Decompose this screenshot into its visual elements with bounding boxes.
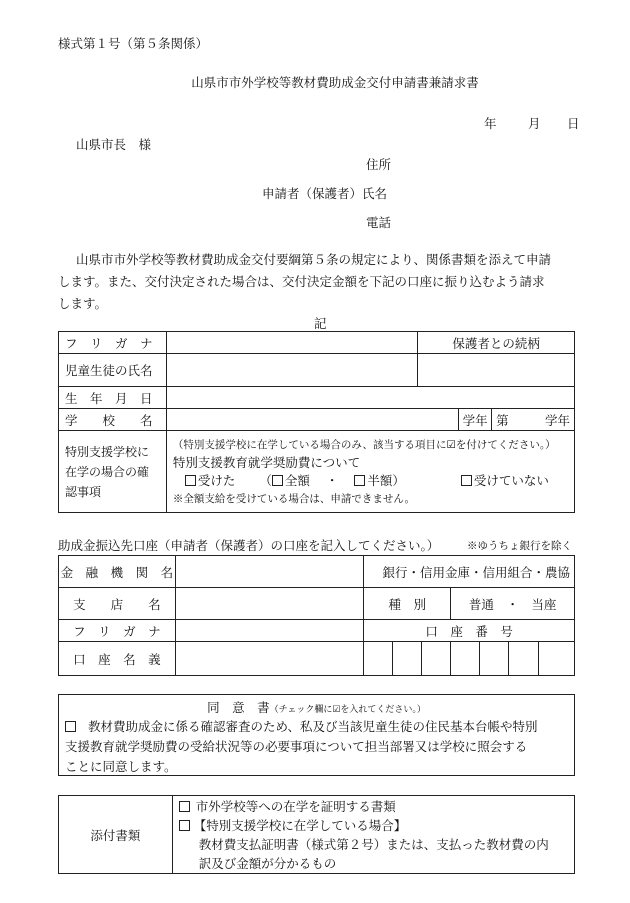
special-label [59, 431, 167, 513]
school-field[interactable] [166, 409, 458, 431]
account-digit-box[interactable] [364, 642, 393, 676]
birthdate-field[interactable] [166, 387, 574, 409]
attachment-2-detail-2: 訳及び金額が分かるもの [198, 855, 337, 871]
account-holder-field[interactable] [175, 642, 364, 676]
account-digit-box[interactable] [422, 642, 451, 676]
intro-line-3: します。 [58, 296, 108, 311]
special-label-line-3: 認事項 [65, 484, 102, 499]
not-received-label: 受けていない [473, 472, 549, 488]
account-digit-box[interactable] [539, 642, 575, 676]
consent-line-1: 教材費助成金に係る確認審査のため、私及び当該児童生徒の住民基本台帳や特別 [88, 719, 538, 734]
student-name-field[interactable] [166, 354, 417, 387]
attachments-list [172, 796, 574, 874]
account-digit-box[interactable] [393, 642, 422, 676]
relation-field[interactable] [418, 354, 575, 387]
birthdate-label: 生 年 月 日 [59, 387, 167, 409]
special-note: （特別支援学校に在学している場合のみ、該当する項目に☑を付けてください。） [172, 438, 556, 451]
form-number: 様式第１号（第５条関係） [58, 36, 209, 51]
date-month: 月 [528, 116, 541, 131]
full-amount-label: 全額 [284, 472, 310, 488]
account-kind-label: 種 別 [364, 588, 451, 620]
institution-field[interactable] [175, 556, 364, 588]
special-label-line-1: 特別支援学校に [65, 444, 150, 459]
phone-label: 電話 [366, 215, 392, 230]
account-digit-box[interactable] [451, 642, 480, 676]
option-dot: ・ [325, 472, 339, 488]
bank-heading: 助成金振込先口座（申請者（保護者）の口座を記入してください。） [58, 538, 440, 553]
account-digit-box[interactable] [480, 642, 509, 676]
not-received-checkbox[interactable] [461, 475, 472, 486]
consent-title-row [59, 698, 574, 716]
relation-label: 保護者との続柄 [418, 332, 575, 354]
attachment-1-label: 市外学校等への在学を証明する書類 [195, 798, 396, 814]
grade-label: 学年 [459, 409, 492, 431]
institution-label: 金 融 機 関 名 [59, 556, 176, 588]
consent-line-2: 支援教育就学奨励費の受給状況等の必要事項について担当部署又は学校に照会する [65, 739, 528, 754]
special-options: 受けた （ 全額 ・ 半額） 受けていない [173, 472, 568, 490]
half-amount-checkbox[interactable] [354, 475, 365, 486]
attachments-table [58, 795, 575, 874]
received-checkbox[interactable] [185, 475, 196, 486]
received-label: 受けた [197, 472, 236, 488]
attachment-1-checkbox[interactable] [179, 801, 190, 812]
furigana-label: フ リ ガ ナ [59, 332, 167, 354]
attachment-2-label: 【特別支援学校に在学している場合】 [193, 817, 407, 833]
account-kind-options[interactable]: 普通 ・ 当座 [451, 588, 575, 620]
date-year: 年 [484, 116, 497, 131]
full-amount-note: ※全額支給を受けている場合は、申請できません。 [172, 492, 415, 505]
student-name-label: 児童生徒の氏名 [59, 354, 167, 387]
special-subject: 特別支援教育就学奨励費について [172, 454, 361, 470]
consent-body [59, 717, 574, 777]
intro-line-2: します。また、交付決定された場合は、交付決定金額を下記の口座に振り込むよう請求 [58, 274, 545, 289]
special-label-line-2: 在学の場合の確 [65, 464, 150, 479]
bank-furigana-label: フ リ ガ ナ [59, 620, 176, 642]
consent-title: 同 意 書 [207, 700, 270, 715]
attachments-label: 添付書類 [59, 796, 173, 874]
grade-field[interactable] [492, 409, 575, 431]
addressee: 山県市長 様 [76, 137, 152, 152]
bank-table [58, 555, 575, 676]
document-title: 山県市市外学校等教材費助成金交付申請書兼請求書 [191, 75, 479, 90]
half-amount-label: 半額 [367, 472, 393, 488]
grade-suffix: 学年 [544, 412, 570, 428]
account-digit-box[interactable] [509, 642, 539, 676]
consent-line-3: ことに同意します。 [65, 759, 177, 774]
account-number-label: 口 座 番 号 [364, 620, 575, 642]
consent-title-note: （チェック欄に☑を入れてください。） [269, 705, 426, 715]
address-label: 住所 [366, 157, 392, 172]
attachment-2-checkbox[interactable] [179, 820, 190, 831]
consent-box [58, 694, 575, 776]
date-day: 日 [567, 116, 580, 131]
full-amount-checkbox[interactable] [272, 475, 283, 486]
applicant-name-label: 申請者（保護者）氏名 [262, 186, 388, 201]
school-label: 学 校 名 [59, 409, 167, 431]
intro-line-1: 山県市市外学校等教材費助成金交付要綱第５条の規定により、関係書類を添えて申請 [76, 252, 552, 267]
branch-label: 支 店 名 [59, 588, 176, 620]
ki-label: 記 [314, 316, 327, 331]
account-holder-label: 口 座 名 義 [59, 642, 176, 676]
special-content [166, 431, 574, 513]
student-table [58, 331, 575, 513]
bank-furigana-field[interactable] [175, 620, 364, 642]
bank-heading-note: ※ゆうちょ銀行を除く [467, 540, 572, 552]
institution-types: 銀行・信用金庫・信用組合・農協 [364, 556, 575, 588]
consent-checkbox[interactable] [65, 721, 76, 732]
attachment-2-detail-1: 教材費支払証明書（様式第２号）または、支払った教材費の内 [198, 836, 549, 852]
furigana-field[interactable] [166, 332, 417, 354]
branch-field[interactable] [175, 588, 364, 620]
grade-prefix: 第 [496, 412, 509, 428]
